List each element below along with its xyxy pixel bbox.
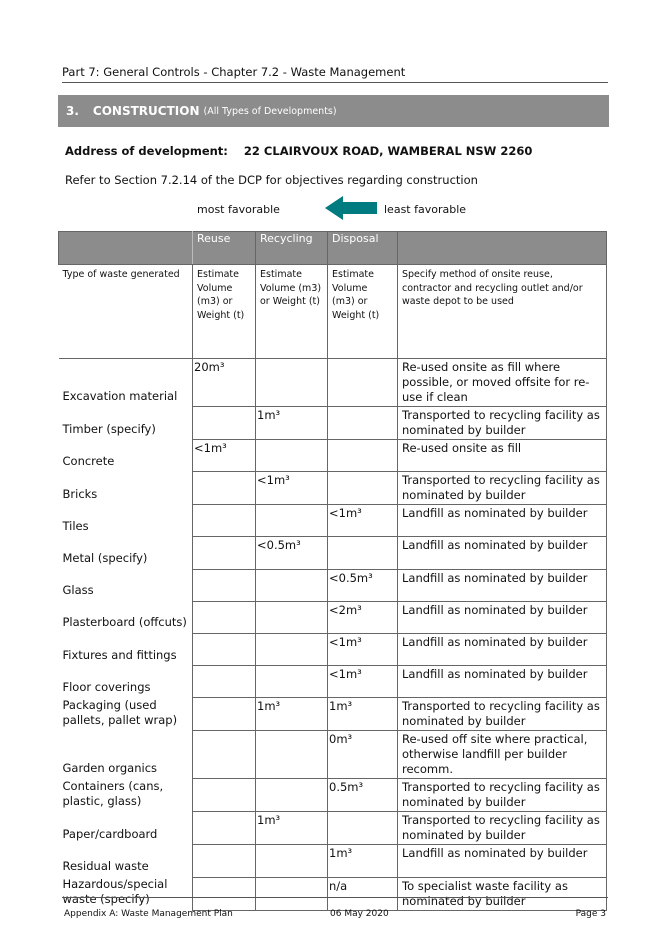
table-row <box>59 877 607 910</box>
address-label: Address of development: <box>65 144 228 158</box>
left-arrow-icon <box>325 196 377 220</box>
table-row <box>59 845 607 877</box>
cell-recycling: 1m³ <box>256 698 328 731</box>
refer-text: Refer to Section 7.2.14 of the DCP for objectives regarding construction <box>65 173 478 187</box>
cell-method: Landfill as nominated by builder <box>398 537 607 569</box>
cell-method: Landfill as nominated by builder <box>398 505 607 537</box>
cell-disposal: 0.5m³ <box>328 779 398 812</box>
cell-reuse <box>193 537 256 569</box>
cell-reuse <box>193 472 256 505</box>
cell-recycling <box>256 845 328 877</box>
cell-type: Garden organics <box>59 731 193 779</box>
table-row <box>59 569 607 601</box>
cell-recycling: <0.5m³ <box>256 537 328 569</box>
cell-recycling <box>256 601 328 633</box>
table-subheader-row <box>59 265 607 359</box>
cell-reuse <box>193 731 256 779</box>
cell-recycling <box>256 779 328 812</box>
cell-type: Paper/cardboard <box>59 812 193 845</box>
cell-disposal <box>328 537 398 569</box>
cell-disposal: <1m³ <box>328 505 398 537</box>
cell-disposal: <1m³ <box>328 633 398 665</box>
header-cell-recycling: Recycling <box>256 232 328 265</box>
cell-method: Re-used off site where practical, otherwise landfill per builder recomm. <box>398 731 607 779</box>
cell-disposal: 0m³ <box>328 731 398 779</box>
subheader-recycling: Estimate Volume (m3) or Weight (t) <box>256 265 328 359</box>
cell-method: Transported to recycling facility as nominated by builder <box>398 698 607 731</box>
cell-method: Transported to recycling facility as nominated by builder <box>398 472 607 505</box>
cell-reuse <box>193 812 256 845</box>
cell-type: Glass <box>59 569 193 601</box>
table-row <box>59 666 607 698</box>
header-cell-method <box>398 232 607 265</box>
cell-recycling <box>256 440 328 472</box>
cell-method: Re-used onsite as fill where possible, or moved offsite for re-use if clean <box>398 359 607 407</box>
page-header <box>62 65 608 83</box>
table-row <box>59 779 607 812</box>
table-row <box>59 633 607 665</box>
cell-disposal: <1m³ <box>328 666 398 698</box>
cell-reuse: 20m³ <box>193 359 256 407</box>
footer-page-number: Page 3 <box>575 909 606 919</box>
table-row <box>59 731 607 779</box>
cell-disposal <box>328 440 398 472</box>
subheader-type: Type of waste generated <box>59 265 193 359</box>
cell-disposal: n/a <box>328 877 398 910</box>
cell-type: Bricks <box>59 472 193 505</box>
cell-recycling: <1m³ <box>256 472 328 505</box>
cell-type: Packaging (used pallets, pallet wrap) <box>59 698 193 731</box>
footer-date: 06 May 2020 <box>330 909 389 919</box>
cell-disposal <box>328 407 398 440</box>
cell-recycling <box>256 666 328 698</box>
cell-recycling <box>256 731 328 779</box>
cell-method: Landfill as nominated by builder <box>398 601 607 633</box>
cell-disposal <box>328 812 398 845</box>
cell-recycling: 1m³ <box>256 407 328 440</box>
table-row <box>59 440 607 472</box>
cell-method: Landfill as nominated by builder <box>398 633 607 665</box>
cell-reuse <box>193 407 256 440</box>
cell-type: Metal (specify) <box>59 537 193 569</box>
subheader-method: Specify method of onsite reuse, contractor and recycling outlet and/or waste depot to be used <box>398 265 607 359</box>
table-row <box>59 698 607 731</box>
cell-type: Excavation material <box>59 359 193 407</box>
table-row <box>59 505 607 537</box>
cell-reuse: <1m³ <box>193 440 256 472</box>
address-value: 22 CLAIRVOUX ROAD, WAMBERAL NSW 2260 <box>243 144 533 158</box>
cell-disposal <box>328 472 398 505</box>
cell-recycling <box>256 359 328 407</box>
most-favorable-label: most favorable <box>197 203 280 216</box>
cell-reuse <box>193 779 256 812</box>
cell-disposal <box>328 359 398 407</box>
cell-reuse <box>193 845 256 877</box>
cell-method: Re-used onsite as fill <box>398 440 607 472</box>
table-row <box>59 359 607 407</box>
cell-disposal: 1m³ <box>328 698 398 731</box>
cell-disposal: 1m³ <box>328 845 398 877</box>
cell-method: Transported to recycling facility as nominated by builder <box>398 779 607 812</box>
cell-recycling <box>256 877 328 910</box>
left-arrow-shape <box>325 196 377 220</box>
table-row <box>59 407 607 440</box>
header-cell-type <box>59 232 193 265</box>
cell-disposal: <2m³ <box>328 601 398 633</box>
cell-reuse <box>193 569 256 601</box>
footer-appendix-label: Appendix A: Waste Management Plan <box>64 909 233 919</box>
table-row <box>59 472 607 505</box>
table-row <box>59 601 607 633</box>
table-header-row <box>59 232 607 265</box>
cell-type: Floor coverings <box>59 666 193 698</box>
section-title: CONSTRUCTION <box>92 104 200 118</box>
cell-type: Concrete <box>59 440 193 472</box>
subheader-disposal: Estimate Volume (m3) or Weight (t) <box>328 265 398 359</box>
section-subtitle: (All Types of Developments) <box>203 105 337 117</box>
cell-type: Containers (cans, plastic, glass) <box>59 779 193 812</box>
cell-reuse <box>193 877 256 910</box>
cell-type: Residual waste <box>59 845 193 877</box>
development-address <box>65 144 532 158</box>
cell-recycling <box>256 633 328 665</box>
waste-table <box>58 231 607 911</box>
table-row <box>59 537 607 569</box>
cell-recycling: 1m³ <box>256 812 328 845</box>
cell-type: Tiles <box>59 505 193 537</box>
cell-method: Transported to recycling facility as nominated by builder <box>398 407 607 440</box>
cell-disposal: <0.5m³ <box>328 569 398 601</box>
cell-recycling <box>256 505 328 537</box>
section-heading-bar <box>58 95 609 127</box>
cell-method: Landfill as nominated by builder <box>398 569 607 601</box>
page-footer <box>62 897 608 919</box>
cell-reuse <box>193 698 256 731</box>
cell-reuse <box>193 666 256 698</box>
cell-method: Landfill as nominated by builder <box>398 845 607 877</box>
cell-reuse <box>193 633 256 665</box>
least-favorable-label: least favorable <box>384 203 467 216</box>
cell-method: Transported to recycling facility as nominated by builder <box>398 812 607 845</box>
header-cell-disposal: Disposal <box>328 232 398 265</box>
table-row <box>59 812 607 845</box>
cell-method: Landfill as nominated by builder <box>398 666 607 698</box>
cell-type: Fixtures and fittings <box>59 633 193 665</box>
cell-reuse <box>193 601 256 633</box>
header-cell-reuse: Reuse <box>193 232 256 265</box>
cell-type: Hazardous/special waste (specify) <box>59 877 193 910</box>
page-header-text: Part 7: General Controls - Chapter 7.2 - Waste Management <box>62 65 406 79</box>
section-number: 3. <box>66 104 79 118</box>
cell-type: Plasterboard (offcuts) <box>59 601 193 633</box>
cell-reuse <box>193 505 256 537</box>
cell-method: To specialist waste facility as nominated by builder <box>398 877 607 910</box>
cell-type: Timber (specify) <box>59 407 193 440</box>
cell-recycling <box>256 569 328 601</box>
subheader-reuse: Estimate Volume (m3) or Weight (t) <box>193 265 256 359</box>
